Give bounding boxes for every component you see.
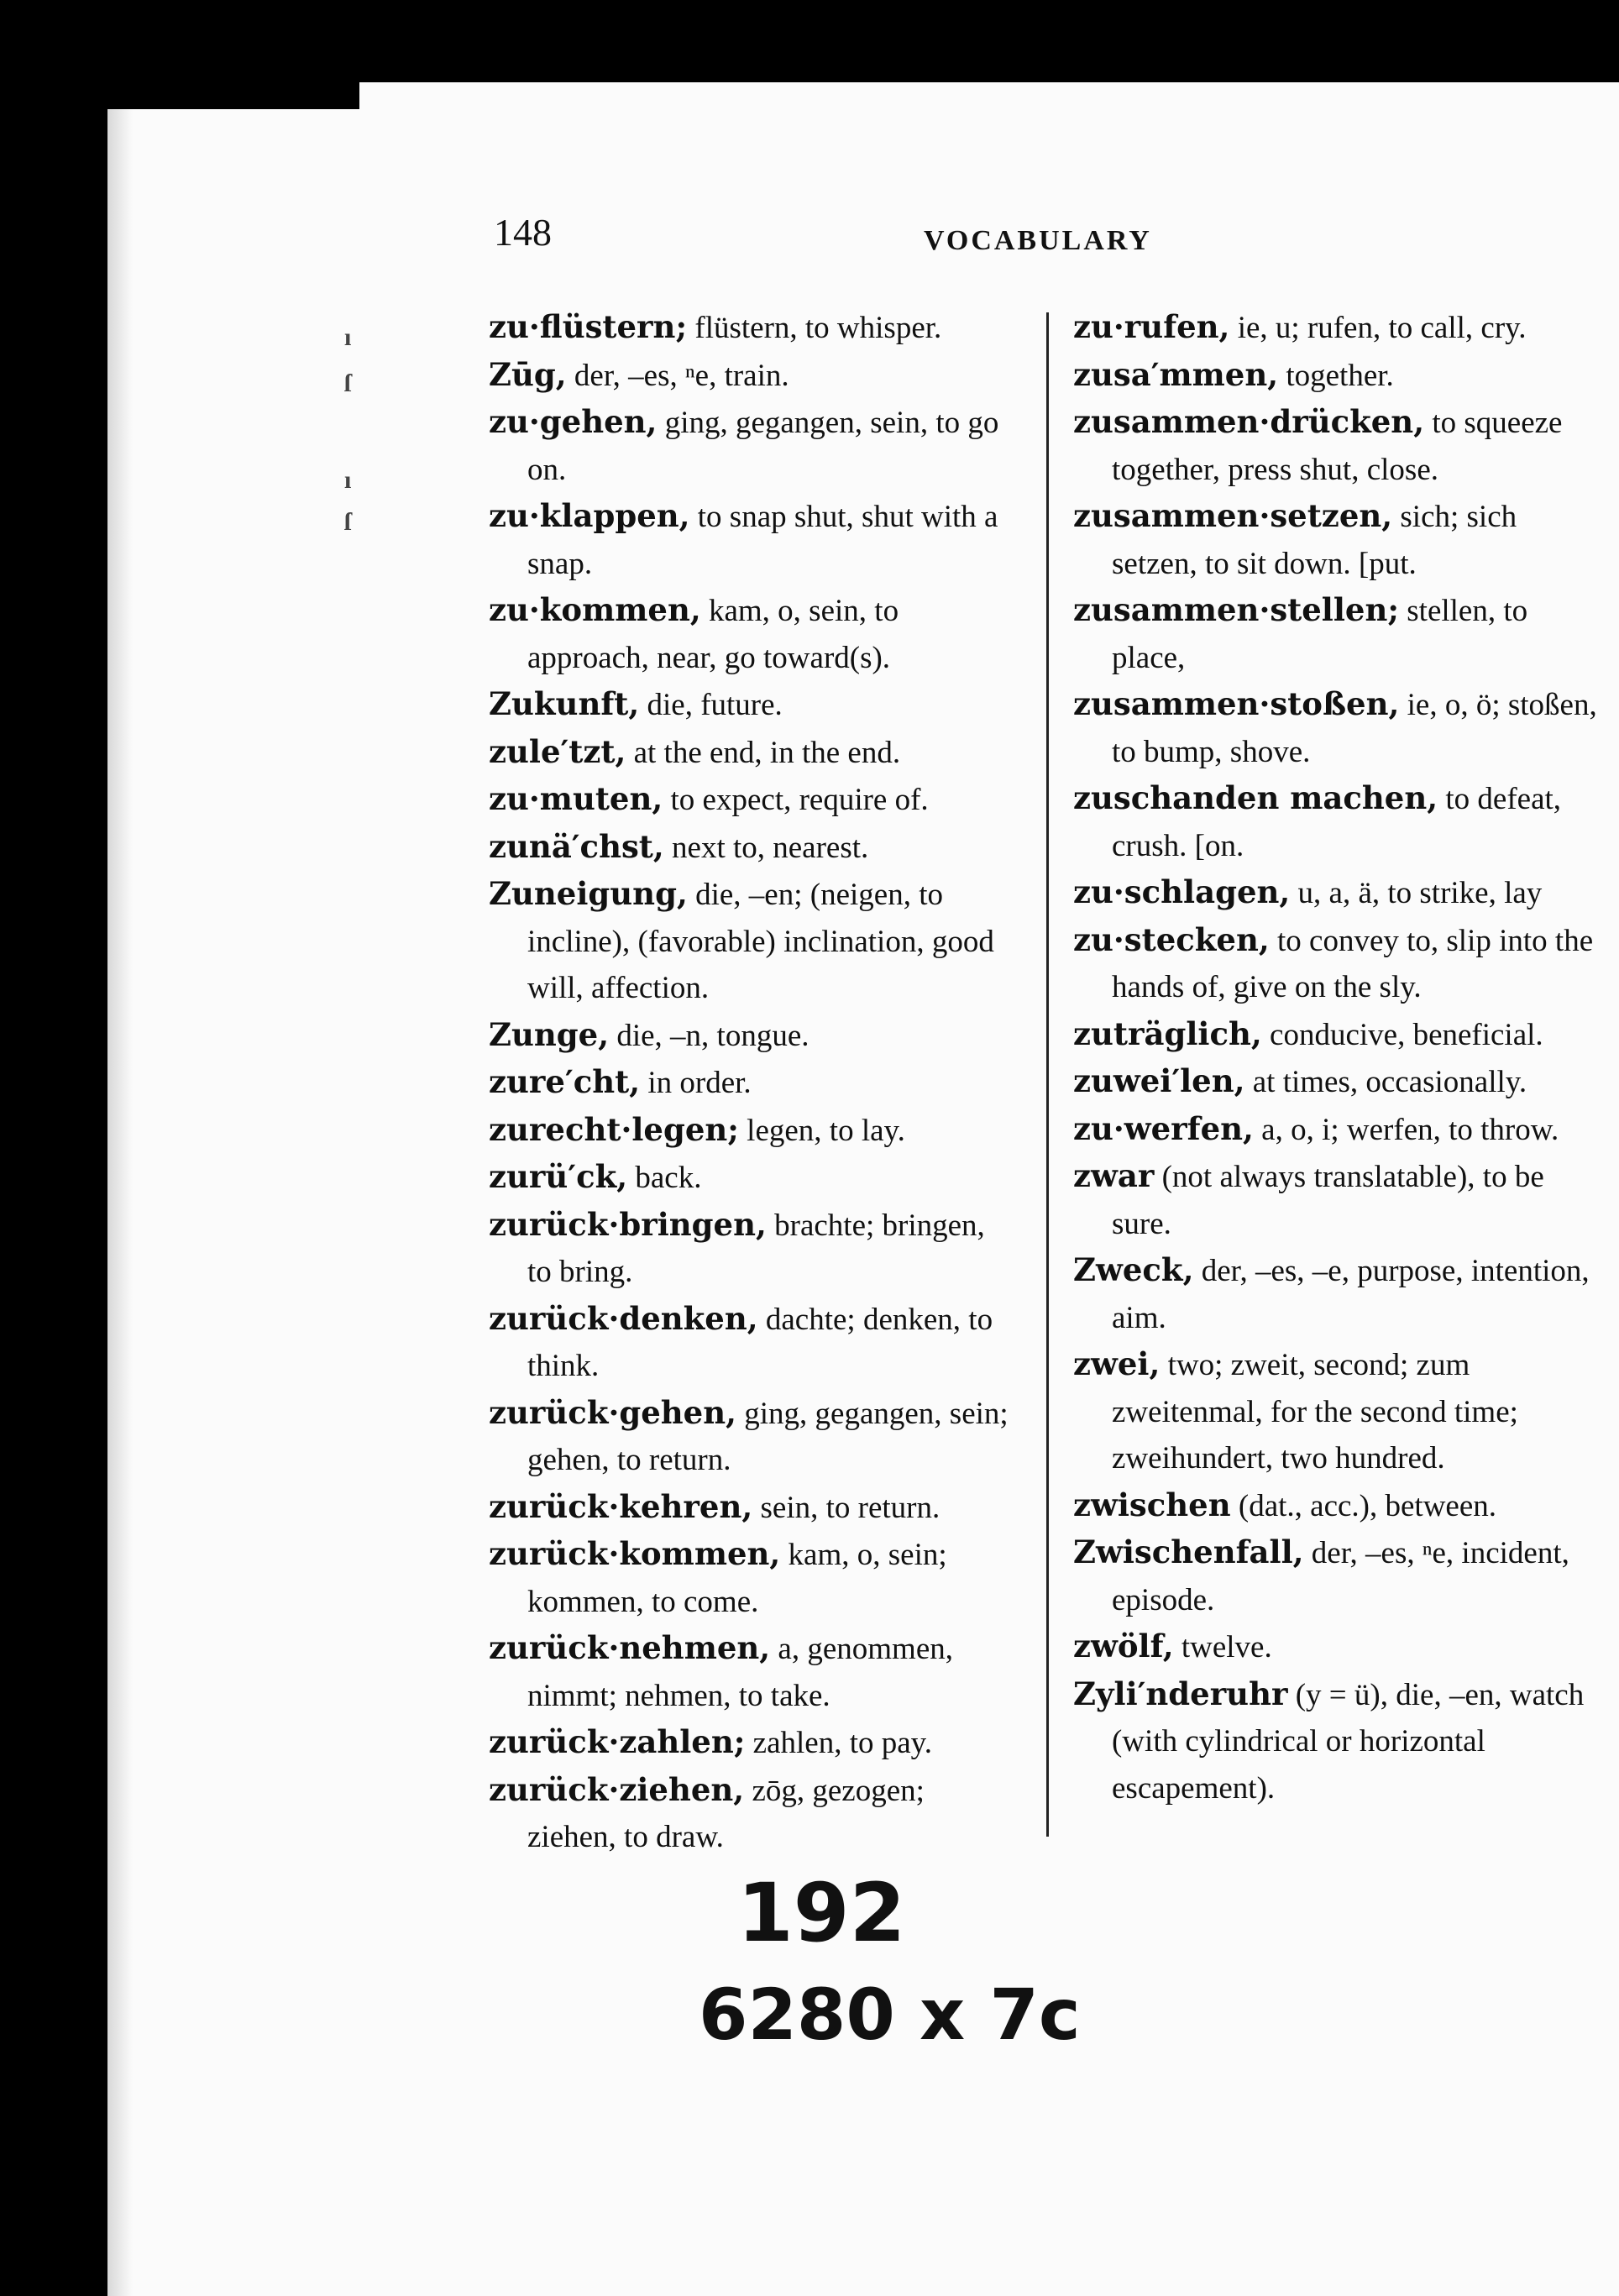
definition: kam, o, sein; kommen, to come.	[527, 1538, 947, 1619]
headword: zunä′chst,	[489, 827, 664, 865]
definition: ging, gegangen, sein, to go on.	[527, 406, 999, 487]
headword: zusa′mmen,	[1073, 355, 1279, 393]
definition: die, future.	[639, 688, 783, 722]
definition: der, –es, –e, purpose, intention, aim.	[1112, 1254, 1590, 1335]
library-stamp-code: 6280 x 7c	[699, 1974, 1081, 2056]
vocab-entry	[1073, 352, 1602, 400]
vocab-entry	[1073, 1671, 1602, 1812]
vocab-entry	[489, 729, 1016, 777]
definition: (y = ü), die, –en, watch (with cylindrical or horizontal escapement).	[1112, 1677, 1585, 1806]
vocab-entry	[489, 352, 1016, 400]
headword: zurü′ck,	[489, 1158, 628, 1195]
vocab-entry	[1073, 1153, 1602, 1247]
vocab-entry	[489, 493, 1016, 587]
running-head: VOCABULARY	[924, 225, 1152, 256]
definition: (dat., acc.), between.	[1230, 1488, 1497, 1523]
column-divider	[1046, 312, 1049, 1837]
margin-fragment: ı	[344, 323, 352, 351]
definition: die, –n, tongue.	[609, 1018, 810, 1053]
headword: zwar	[1073, 1157, 1155, 1194]
left-column	[489, 304, 1016, 1861]
vocab-entry	[489, 1107, 1016, 1155]
vocab-entry	[489, 587, 1016, 681]
scan-border	[107, 82, 359, 109]
definition: kam, o, sein, to approach, near, go toward(s).	[527, 594, 899, 675]
vocab-entry	[489, 824, 1016, 872]
headword: zusammen·stoßen,	[1073, 685, 1400, 722]
vocab-entry	[1073, 681, 1602, 775]
page-edge-shadow	[107, 109, 133, 2296]
definition: at times, occasionally.	[1244, 1065, 1527, 1099]
headword: zusammen·setzen,	[1073, 497, 1393, 534]
definition: back.	[627, 1161, 702, 1195]
headword: zu·muten,	[489, 780, 663, 817]
vocab-entry	[489, 304, 1016, 352]
definition: to defeat, crush. [on.	[1112, 782, 1562, 863]
headword: zuschanden machen,	[1073, 779, 1438, 816]
margin-fragment: ſ	[344, 508, 352, 536]
headword: zurück·kehren,	[489, 1487, 753, 1525]
vocab-entry	[1073, 1106, 1602, 1154]
headword: zu·stecken,	[1073, 920, 1270, 958]
headword: zurück·gehen,	[489, 1393, 736, 1431]
definition: u, a, ä, to strike, lay	[1290, 876, 1543, 910]
definition: (not always translatable), to be sure.	[1112, 1160, 1544, 1241]
definition: ie, u; rufen, to call, cry.	[1229, 311, 1527, 345]
headword: zurecht·legen;	[489, 1110, 739, 1148]
right-column	[1073, 304, 1602, 1811]
headword: Zwischenfall,	[1073, 1533, 1304, 1570]
headword: zusammen·stellen;	[1073, 591, 1400, 628]
vocab-entry	[489, 1625, 1016, 1719]
headword: zu·gehen,	[489, 403, 658, 440]
headword: zwei,	[1073, 1345, 1161, 1382]
definition: at the end, in the end.	[626, 735, 901, 770]
definition: zahlen, to pay.	[745, 1726, 933, 1760]
definition: ie, o, ö; stoßen, to bump, shove.	[1112, 688, 1597, 769]
headword: zwölf,	[1073, 1628, 1174, 1664]
vocab-entry	[489, 871, 1016, 1012]
headword: zu·kommen,	[489, 591, 701, 628]
headword: zurück·nehmen,	[489, 1629, 771, 1666]
vocab-entry	[489, 681, 1016, 729]
definition: die, –en; (neigen, to incline), (favorable) inclination, good will, affection.	[527, 878, 994, 1005]
vocab-entry	[489, 1767, 1016, 1861]
vocab-entry	[1073, 304, 1602, 352]
headword: zure′cht,	[489, 1063, 641, 1100]
headword: Zunge,	[489, 1015, 610, 1053]
definition: a, o, i; werfen, to throw.	[1253, 1112, 1559, 1147]
headword: Zweck,	[1073, 1251, 1194, 1288]
definition: together.	[1278, 358, 1394, 393]
vocab-entry	[1073, 1529, 1602, 1623]
vocab-entry	[489, 1484, 1016, 1532]
headword: zu·flüstern;	[489, 308, 688, 345]
definition: ging, gegangen, sein; gehen, to return.	[527, 1396, 1009, 1477]
headword: zwischen	[1073, 1486, 1231, 1523]
vocab-entry	[489, 1719, 1016, 1767]
definition: sich; sich setzen, to sit down. [put.	[1112, 500, 1517, 581]
vocab-entry	[1073, 1058, 1602, 1106]
vocab-entry	[1073, 1247, 1602, 1341]
vocab-entry	[489, 1531, 1016, 1625]
vocab-entry	[1073, 587, 1602, 681]
headword: Zūg,	[489, 355, 567, 393]
vocab-entry	[489, 1202, 1016, 1296]
definition: next to, nearest.	[663, 830, 869, 865]
headword: zurück·zahlen;	[489, 1723, 746, 1760]
vocab-entry	[1073, 399, 1602, 493]
vocab-entry	[489, 1154, 1016, 1202]
headword: zu·klappen,	[489, 497, 690, 534]
vocab-entry	[1073, 1011, 1602, 1059]
headword: zurück·denken,	[489, 1299, 758, 1337]
margin-fragment: ı	[344, 466, 352, 494]
headword: Zyli′nderuhr	[1073, 1675, 1288, 1712]
definition: der, –es, ⁿe, train.	[566, 358, 789, 393]
definition: sein, to return.	[752, 1490, 940, 1525]
definition: to expect, require of.	[663, 783, 929, 817]
definition: stellen, to place,	[1112, 594, 1528, 675]
vocab-entry	[1073, 493, 1602, 587]
definition: to snap shut, shut with a snap.	[527, 500, 998, 581]
definition: twelve.	[1173, 1630, 1272, 1664]
definition: dachte; denken, to think.	[527, 1302, 993, 1383]
definition: conducive, beneficial.	[1261, 1017, 1543, 1052]
page-number: 148	[494, 211, 552, 254]
headword: zurück·kommen,	[489, 1535, 781, 1572]
headword: zurück·bringen,	[489, 1205, 767, 1243]
headword: zuwei′len,	[1073, 1062, 1245, 1099]
definition: two; zweit, second; zum zweitenmal, for the second time; zweihundert, two hundred.	[1112, 1348, 1518, 1476]
headword: zu·werfen,	[1073, 1109, 1254, 1147]
vocab-entry	[489, 1059, 1016, 1107]
definition: in order.	[640, 1066, 752, 1100]
headword: zusammen·drücken,	[1073, 403, 1425, 440]
library-stamp-number: 192	[737, 1866, 906, 1960]
vocab-entry	[489, 399, 1016, 493]
definition: legen, to lay.	[738, 1113, 905, 1148]
definition: der, –es, ⁿe, incident, episode.	[1112, 1536, 1569, 1617]
headword: zurück·ziehen,	[489, 1770, 745, 1808]
margin-fragment: ſ	[344, 370, 352, 397]
definition: zōg, gezogen; ziehen, to draw.	[527, 1773, 925, 1854]
vocab-entry	[1073, 1482, 1602, 1530]
vocab-entry	[1073, 917, 1602, 1011]
headword: zuträglich,	[1073, 1014, 1262, 1052]
definition: to squeeze together, press shut, close.	[1112, 406, 1563, 487]
headword: Zuneigung,	[489, 875, 688, 912]
headword: zu·rufen,	[1073, 308, 1230, 345]
definition: brachte; bringen, to bring.	[527, 1208, 985, 1289]
headword: Zukunft,	[489, 685, 640, 722]
definition: flüstern, to whisper.	[687, 311, 942, 345]
vocab-entry	[1073, 775, 1602, 869]
definition: to convey to, slip into the hands of, give on the sly.	[1112, 923, 1594, 1004]
headword: zu·schlagen,	[1073, 873, 1291, 910]
vocab-entry	[1073, 1341, 1602, 1482]
vocab-entry	[489, 1296, 1016, 1390]
vocab-entry	[1073, 1623, 1602, 1671]
vocab-entry	[489, 1390, 1016, 1484]
vocab-entry	[489, 776, 1016, 824]
vocab-entry	[489, 1012, 1016, 1060]
definition: a, genommen, nimmt; nehmen, to take.	[527, 1632, 953, 1713]
headword: zule′tzt,	[489, 732, 626, 770]
vocab-entry	[1073, 869, 1602, 917]
